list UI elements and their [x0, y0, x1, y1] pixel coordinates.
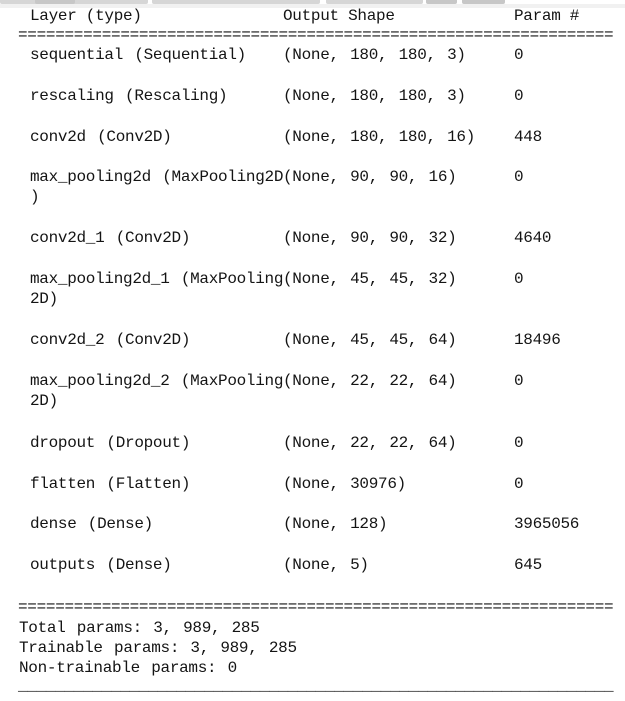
layer-name-line: dense (Dense): [30, 515, 153, 533]
total-params-line: Total params: 3, 989, 285: [19, 619, 260, 637]
param-count-cell: 0: [514, 87, 524, 105]
output-shape-cell: (None, 180, 180, 3): [283, 46, 466, 64]
trainable-params-line: Trainable params: 3, 989, 285: [19, 639, 297, 657]
output-shape-cell: (None, 180, 180, 16): [283, 128, 476, 146]
footer-separator: ________________________________________________________________: [18, 677, 614, 695]
layer-name-cell: [30, 45, 286, 65]
non-trainable-params-line: Non-trainable params: 0: [19, 659, 237, 677]
param-count-cell: 645: [514, 556, 542, 574]
layer-name-cell: [30, 433, 286, 453]
layer-name-line: dropout (Dropout): [30, 434, 191, 452]
layer-name-cell: [30, 167, 286, 207]
layer-name-cell: [30, 228, 286, 248]
layer-name-line: max_pooling2d (MaxPooling2D: [30, 168, 284, 186]
toolbar-remnant: [426, 0, 457, 4]
layer-name-line: outputs (Dense): [30, 556, 172, 574]
param-count-cell: 0: [514, 168, 524, 186]
output-shape-cell: (None, 45, 45, 32): [283, 270, 457, 288]
output-shape-cell: (None, 128): [283, 515, 388, 533]
param-count-cell: 3965056: [514, 515, 580, 533]
separator-bottom: ================================================================: [18, 598, 614, 616]
layer-name-line: 2D): [30, 290, 58, 308]
layer-name-line: sequential (Sequential): [30, 46, 246, 64]
layer-name-line: conv2d (Conv2D): [30, 128, 172, 146]
layer-name-line: max_pooling2d_2 (MaxPooling: [30, 372, 284, 390]
toolbar-remnant: [35, 0, 75, 4]
toolbar-remnant: [462, 0, 505, 4]
param-count-cell: 448: [514, 128, 542, 146]
separator-top: ================================================================: [18, 26, 614, 44]
param-count-cell: 0: [514, 46, 524, 64]
layer-name-line: conv2d_1 (Conv2D): [30, 229, 191, 247]
layer-name-line: ): [30, 188, 40, 206]
header-layer-type: Layer (type): [30, 7, 142, 25]
layer-name-cell: [30, 555, 286, 575]
layer-name-line: conv2d_2 (Conv2D): [30, 331, 191, 349]
header-output-shape: Output Shape: [283, 7, 395, 25]
output-shape-cell: (None, 90, 90, 32): [283, 229, 457, 247]
toolbar-remnant: [326, 0, 423, 4]
layer-name-cell: [30, 86, 286, 106]
header-param-count: Param #: [514, 7, 580, 25]
layer-name-cell: [30, 127, 286, 147]
output-shape-cell: (None, 22, 22, 64): [283, 372, 457, 390]
layer-name-line: flatten (Flatten): [30, 475, 191, 493]
output-shape-cell: (None, 5): [283, 556, 369, 574]
output-shape-cell: (None, 45, 45, 64): [283, 331, 457, 349]
output-shape-cell: (None, 30976): [283, 475, 406, 493]
output-shape-cell: (None, 22, 22, 64): [283, 434, 457, 452]
param-count-cell: 0: [514, 270, 524, 288]
layer-name-cell: [30, 330, 286, 350]
layer-name-line: 2D): [30, 392, 58, 410]
toolbar-remnant: [152, 0, 320, 4]
param-count-cell: 18496: [514, 331, 561, 349]
layer-name-cell: [30, 514, 286, 534]
layer-name-line: rescaling (Rescaling): [30, 87, 228, 105]
output-shape-cell: (None, 90, 90, 16): [283, 168, 457, 186]
param-count-cell: 0: [514, 475, 524, 493]
layer-name-line: max_pooling2d_1 (MaxPooling: [30, 270, 284, 288]
param-count-cell: 4640: [514, 229, 552, 247]
output-shape-cell: (None, 180, 180, 3): [283, 87, 466, 105]
layer-name-cell: [30, 474, 286, 494]
layer-name-cell: [30, 371, 286, 411]
param-count-cell: 0: [514, 434, 524, 452]
layer-name-cell: [30, 269, 286, 309]
param-count-cell: 0: [514, 372, 524, 390]
